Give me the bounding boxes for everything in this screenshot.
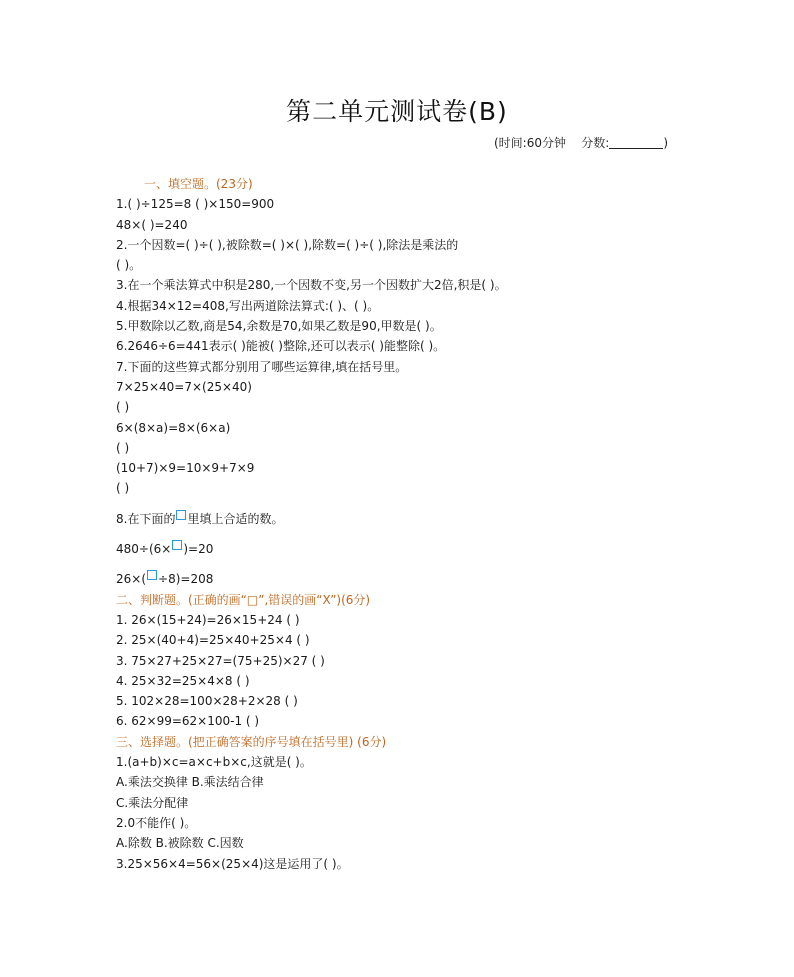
choice-q1-options-2: C.乘法分配律 [116, 795, 189, 810]
q7-expr-1: 7×25×40=7×(25×40) [116, 379, 252, 394]
q8-expr-2 [116, 569, 676, 589]
q7-answer-2: ( ) [116, 440, 130, 455]
q7-expr-3: (10+7)×9=10×9+7×9 [116, 461, 255, 476]
square-box-icon [172, 540, 182, 550]
judge-item: 1. 26×(15+24)=26×15+24 ( ) [116, 612, 300, 627]
choice-q1-options: A.乘法交换律 B.乘法结合律 [116, 775, 264, 790]
square-box-icon [147, 570, 157, 580]
q7-answer-3: ( ) [116, 481, 130, 496]
exam-meta [494, 134, 668, 151]
q8-line [116, 509, 676, 529]
q3-line: 3.在一个乘法算式中积是280,一个因数不变,另一个因数扩大2倍,积是( )。 [116, 278, 507, 293]
q5-line: 5.甲数除以乙数,商是54,余数是70,如果乙数是90,甲数是( )。 [116, 319, 442, 334]
page-title: 第二单元测试卷(B) [286, 97, 508, 126]
q8-text-a: 8.在下面的 [116, 511, 176, 526]
choice-q1: 1.(a+b)×c=a×c+b×c,这就是( )。 [116, 755, 312, 770]
judge-item: 4. 25×32=25×4×8 ( ) [116, 673, 250, 688]
square-box-icon [176, 510, 186, 520]
q2-line-2: ( )。 [116, 258, 142, 273]
exam-content [116, 174, 676, 874]
score-label: 分数: [581, 136, 610, 150]
score-blank [609, 138, 663, 149]
q8-expr-1-b: )=20 [183, 542, 214, 557]
q1-line: 1.( )÷125=8 ( )×150=900 [116, 197, 275, 212]
judge-item: 5. 102×28=100×28+2×28 ( ) [116, 694, 298, 709]
q8-expr-1-a: 480÷(6× [116, 542, 172, 557]
section1-heading: 一、填空题。(23分) [144, 177, 253, 191]
choice-q3: 3.25×56×4=56×(25×4)这是运用了( )。 [116, 856, 349, 871]
section3-heading: 三、选择题。(把正确答案的序号填在括号里) (6分) [116, 734, 387, 749]
q8-text-b: 里填上合适的数。 [187, 511, 284, 526]
q7-line: 7.下面的这些算式都分别用了哪些运算律,填在括号里。 [116, 359, 408, 374]
q6-line: 6.2646÷6=441表示( )能被( )整除,还可以表示( )能整除( )。 [116, 339, 446, 354]
q8-expr-2-b: ÷8)=208 [158, 572, 214, 587]
close-paren: ) [663, 136, 668, 150]
q2-line: 2.一个因数=( )÷( ),被除数=( )×( ),除数=( )÷( ),除法是乘法的 [116, 237, 459, 252]
judge-item: 2. 25×(40+4)=25×40+25×4 ( ) [116, 633, 310, 648]
judge-item: 6. 62×99=62×100-1 ( ) [116, 714, 260, 729]
time-limit: (时间:60分钟 [494, 136, 566, 150]
q1-line-2: 48×( )=240 [116, 217, 188, 232]
q7-expr-2: 6×(8×a)=8×(6×a) [116, 420, 231, 435]
choice-q2: 2.0不能作( )。 [116, 815, 197, 830]
judge-item: 3. 75×27+25×27=(75+25)×27 ( ) [116, 653, 325, 668]
section2-heading: 二、判断题。(正确的画“□”,错误的画“X”)(6分) [116, 592, 371, 607]
q4-line: 4.根据34×12=408,写出两道除法算式:( )、( )。 [116, 298, 380, 313]
q7-answer-1: ( ) [116, 400, 130, 415]
choice-q2-options: A.除数 B.被除数 C.因数 [116, 836, 244, 851]
q8-expr-2-a: 26×( [116, 572, 147, 587]
q8-expr-1 [116, 539, 676, 559]
